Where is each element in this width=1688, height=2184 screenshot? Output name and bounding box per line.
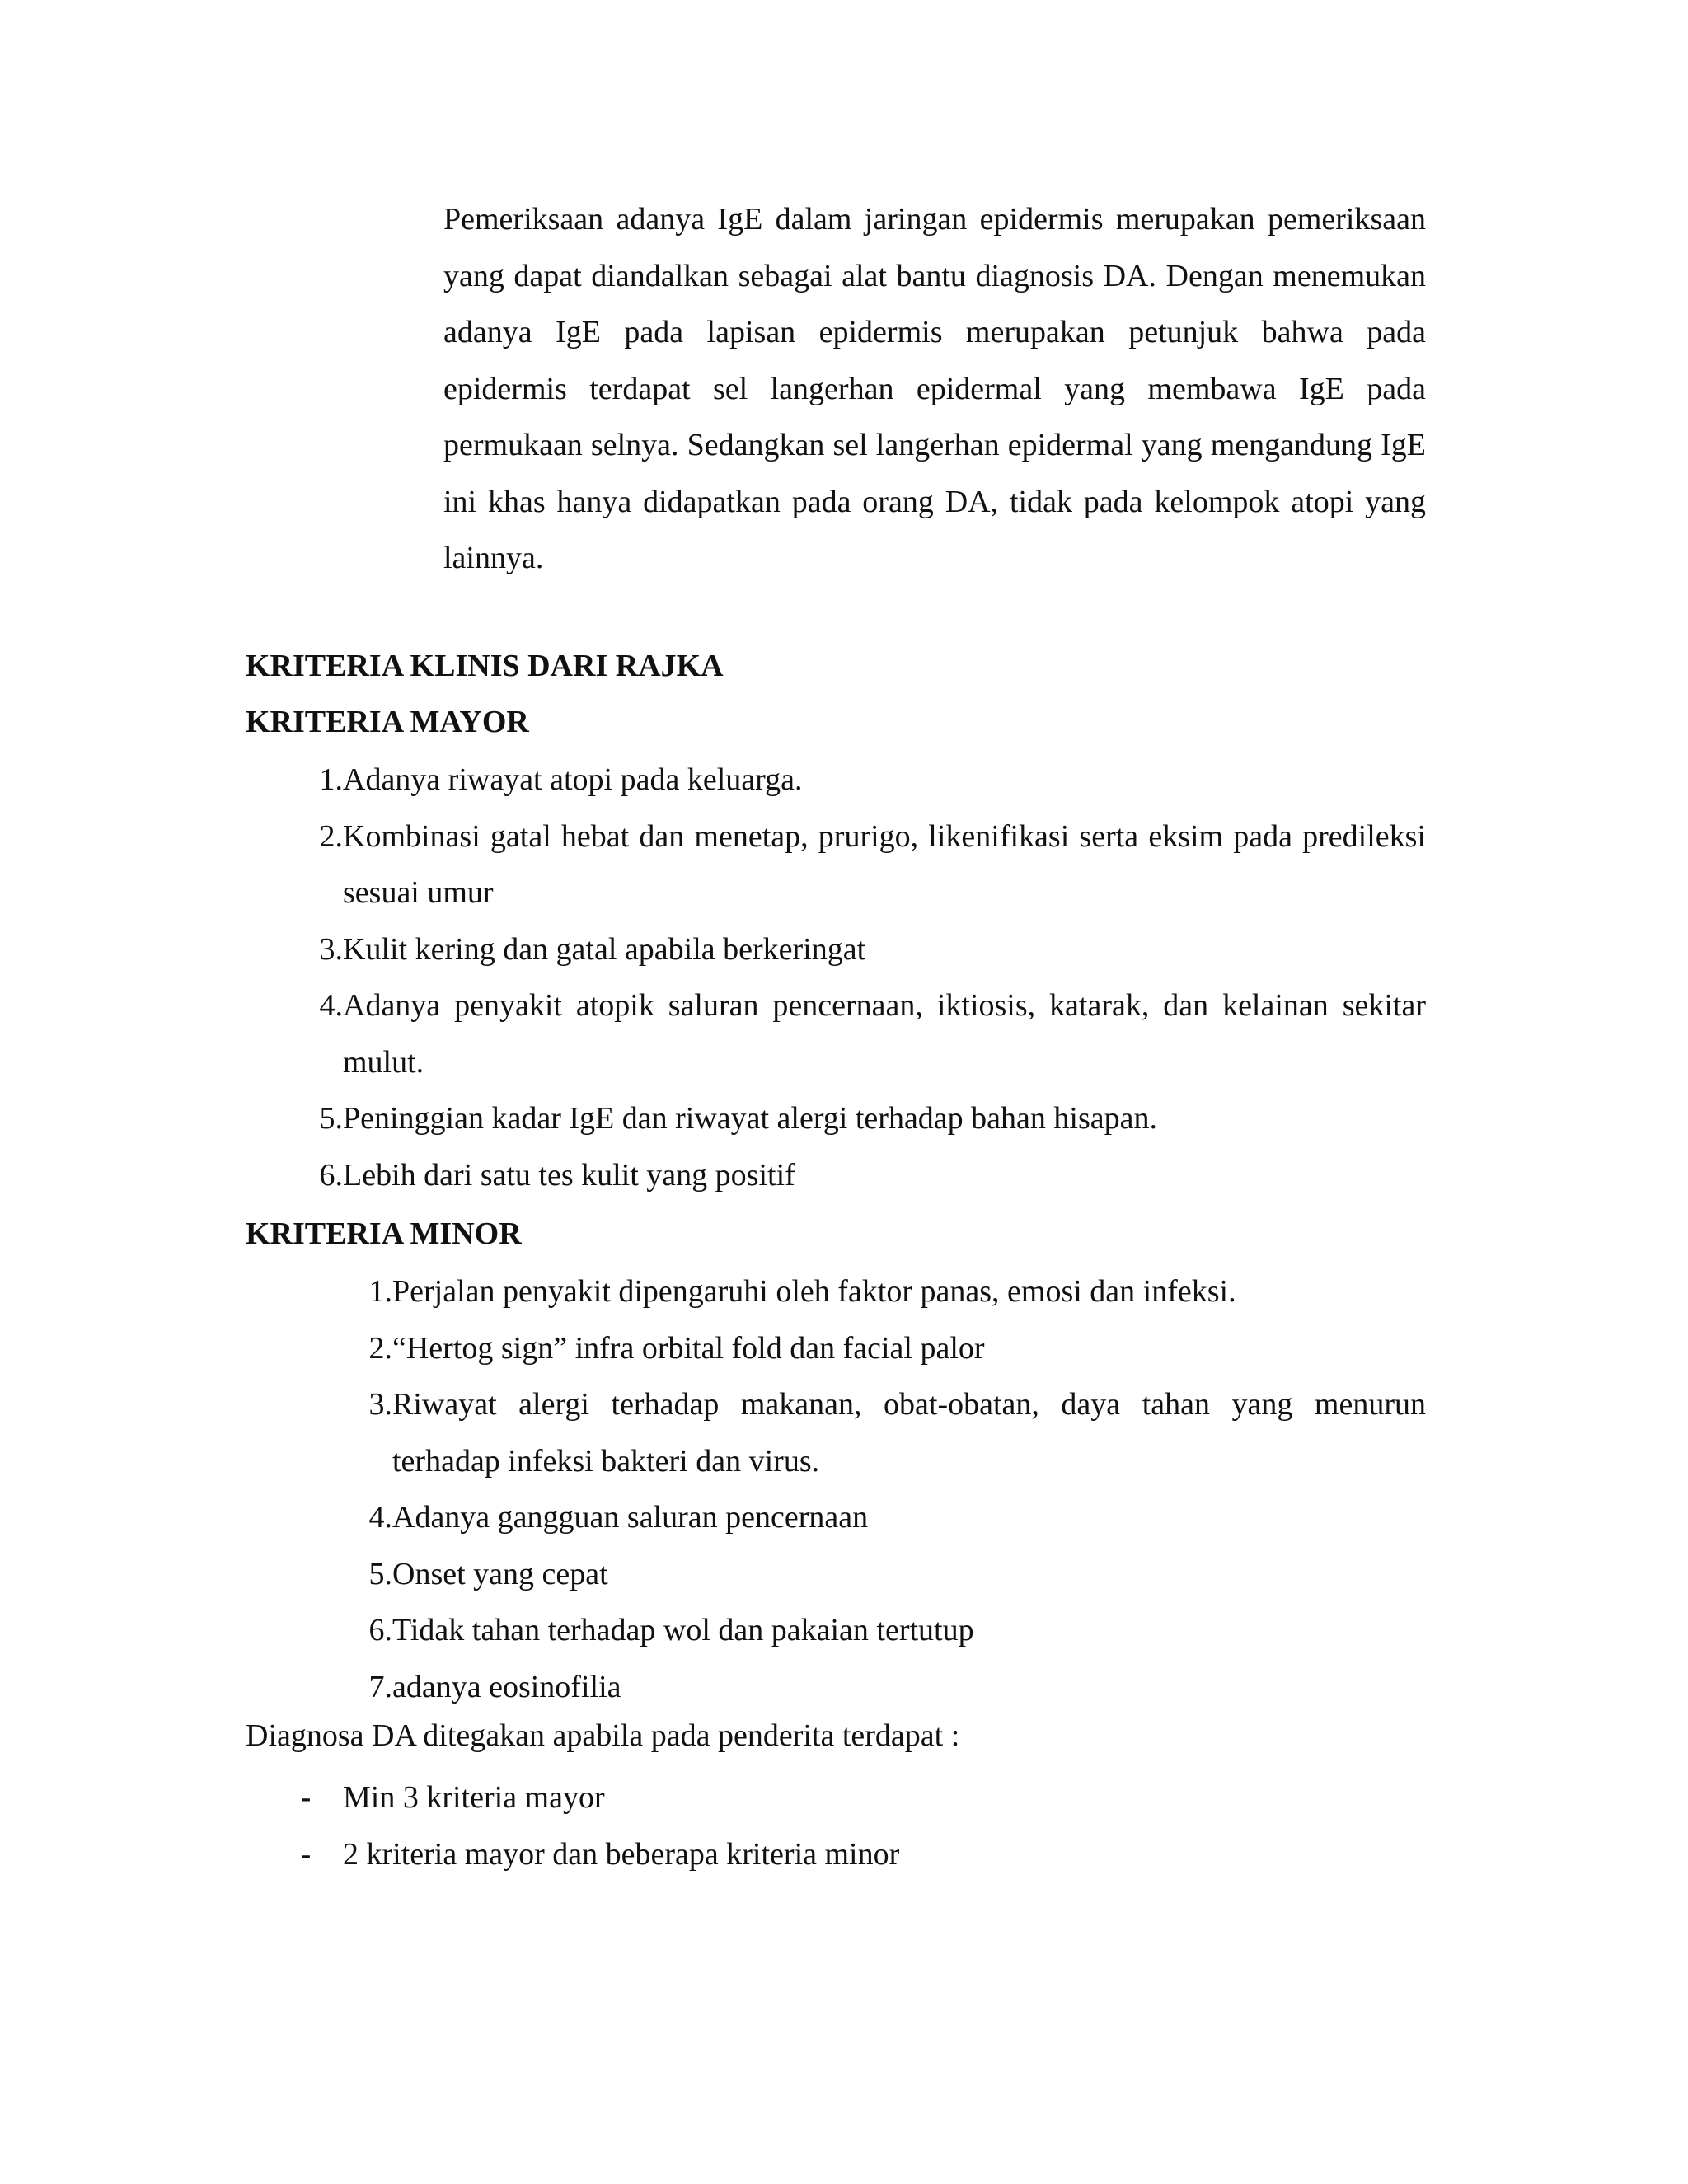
item-number: 6. (319, 1157, 343, 1193)
intro-paragraph: Pemeriksaan adanya IgE dalam jaringan epidermis merupakan pemeriksaan yang dapat diandalkan sebagai alat bantu diagnosis DA. Dengan menemukan adanya IgE pada lapisan epidermis merupakan petunjuk bahwa pada epidermis terdapat sel langerhan epidermal yang membawa IgE pada permukaan selnya. Sedangkan sel langerhan epidermal yang mengandung IgE ini khas hanya didapatkan pada orang DA, tidak pada kelompok atopi yang lainnya. (443, 202, 1426, 575)
minor-criteria-list (343, 1263, 1426, 1715)
item-text: Kombinasi gatal hebat dan menetap, prurigo, likenifikasi serta eksim pada predileksi sesuai umur (343, 818, 1426, 910)
list-item (293, 1769, 899, 1826)
item-text: Onset yang cepat (392, 1556, 608, 1591)
list-item (293, 921, 1426, 978)
item-text: Adanya penyakit atopik saluran pencernaan, iktiosis, katarak, dan kelainan sekitar mulut. (343, 988, 1426, 1080)
list-item (343, 1659, 1426, 1716)
item-number: 3. (319, 931, 343, 967)
item-text: Tidak tahan terhadap wol dan pakaian tertutup (392, 1613, 974, 1647)
item-text: “Hertog sign” infra orbital fold dan facial palor (392, 1330, 985, 1366)
dash-bullet: - (300, 1836, 312, 1872)
list-item (293, 808, 1426, 921)
list-item (343, 1320, 1426, 1377)
item-number: 1. (319, 762, 343, 797)
item-text: Kulit kering dan gatal apabila berkeringat (343, 931, 866, 967)
item-number: 1. (368, 1274, 392, 1309)
minor-title: KRITERIA MINOR (246, 1216, 522, 1251)
section-title: KRITERIA KLINIS DARI RAJKA (246, 649, 724, 683)
list-item (293, 1147, 1426, 1204)
list-item (343, 1602, 1426, 1659)
item-text: Adanya gangguan saluran pencernaan (392, 1500, 869, 1535)
list-item (293, 977, 1426, 1090)
item-number: 5. (319, 1101, 343, 1136)
item-text: Perjalan penyakit dipengaruhi oleh faktor panas, emosi dan infeksi. (392, 1274, 1236, 1309)
item-text: Adanya riwayat atopi pada keluarga. (343, 762, 803, 797)
list-item (343, 1489, 1426, 1546)
item-number: 4. (319, 988, 343, 1023)
diagnosis-list (293, 1769, 899, 1882)
list-item (343, 1546, 1426, 1603)
item-number: 6. (368, 1613, 392, 1647)
item-number: 7. (368, 1669, 392, 1704)
list-item (343, 1376, 1426, 1489)
list-item (293, 752, 1426, 808)
item-number: 2. (319, 818, 343, 854)
dash-bullet: - (300, 1780, 312, 1815)
mayor-criteria-list (293, 752, 1426, 1203)
list-item (293, 1826, 899, 1883)
list-item (293, 1090, 1426, 1147)
item-number: 4. (368, 1500, 392, 1535)
item-text: Peninggian kadar IgE dan riwayat alergi terhadap bahan hisapan. (343, 1101, 1157, 1136)
list-item (343, 1263, 1426, 1320)
item-text: adanya eosinofilia (392, 1669, 621, 1704)
item-text: Lebih dari satu tes kulit yang positif (343, 1157, 795, 1193)
item-number: 2. (368, 1330, 392, 1366)
item-number: 3. (368, 1387, 392, 1422)
item-number: 5. (368, 1556, 392, 1591)
item-text: Min 3 kriteria mayor (343, 1780, 605, 1815)
item-text: Riwayat alergi terhadap makanan, obat-obatan, daya tahan yang menurun terhadap infeksi bakteri dan virus. (392, 1387, 1426, 1479)
diagnosis-intro: Diagnosa DA ditegakan apabila pada penderita terdapat : (246, 1718, 960, 1753)
mayor-title: KRITERIA MAYOR (246, 705, 529, 739)
item-text: 2 kriteria mayor dan beberapa kriteria minor (343, 1836, 900, 1872)
